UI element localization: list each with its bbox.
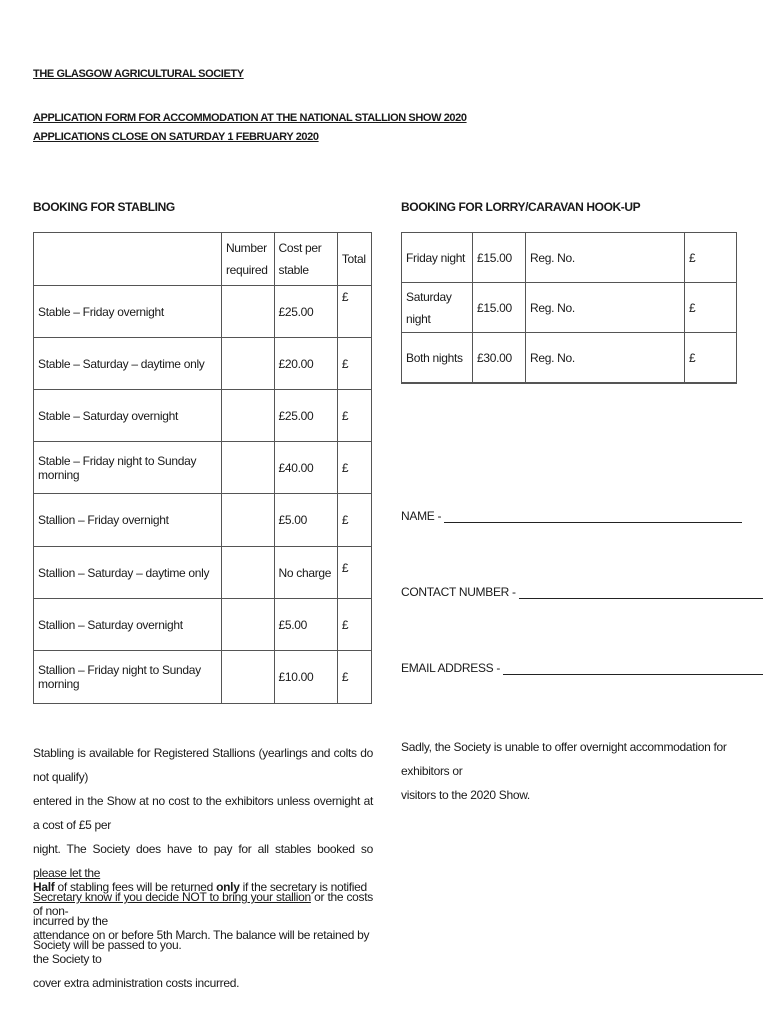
lorry-row-label-line1: Both nights bbox=[406, 350, 463, 365]
lorry-row-price: £15.00 bbox=[473, 283, 526, 333]
closing-date: APPLICATIONS CLOSE ON SATURDAY 1 FEBRUARY 2020 bbox=[33, 131, 319, 143]
stabling-note-text: or the costs incurred by the bbox=[33, 890, 373, 928]
stabling-row-label: Stable – Saturday – daytime only bbox=[34, 338, 222, 390]
lorry-heading: BOOKING FOR LORRY/CARAVAN HOOK-UP bbox=[401, 200, 641, 214]
refund-note-bold: only bbox=[216, 880, 240, 894]
form-title: APPLICATION FORM FOR ACCOMMODATION AT THE NATIONAL STALLION SHOW 2020 bbox=[33, 112, 467, 124]
stabling-row-total[interactable]: £ bbox=[337, 547, 371, 599]
stabling-row bbox=[34, 547, 372, 599]
stabling-row-label: Stallion – Friday overnight bbox=[34, 494, 222, 547]
lorry-row-total[interactable]: £ bbox=[685, 283, 737, 333]
refund-note-text: if the secretary is notified of non- bbox=[33, 880, 367, 918]
stabling-row-label: Stallion – Friday night to Sunday morning bbox=[34, 651, 222, 704]
stabling-row-label: Stable – Saturday overnight bbox=[34, 390, 222, 442]
lorry-row bbox=[402, 233, 737, 283]
number-required-input[interactable] bbox=[221, 651, 274, 704]
stabling-row-cost: £5.00 bbox=[274, 599, 337, 651]
stabling-row-total[interactable]: £ bbox=[337, 494, 371, 547]
stabling-row-label: Stallion – Saturday overnight bbox=[34, 599, 222, 651]
stabling-row-cost: £5.00 bbox=[274, 494, 337, 547]
number-required-input[interactable] bbox=[221, 494, 274, 547]
refund-note-line bbox=[33, 875, 373, 923]
number-header-line2: required bbox=[225, 263, 268, 277]
stabling-table bbox=[33, 232, 372, 704]
stabling-note-line: entered in the Show at no cost to the exhibitors unless overnight at a cost of £5 per bbox=[33, 794, 373, 832]
number-required-input[interactable] bbox=[221, 390, 274, 442]
stabling-note-emphasis: Secretary know if you decide NOT to bring your stallion bbox=[33, 890, 311, 904]
cost-per-stable-header bbox=[274, 233, 337, 286]
stabling-row-cost: £25.00 bbox=[274, 286, 337, 338]
lorry-row-label-line1: Saturday bbox=[406, 289, 452, 304]
stabling-header-row bbox=[34, 233, 372, 286]
number-required-input[interactable] bbox=[221, 338, 274, 390]
number-header-line1: Number bbox=[225, 241, 267, 255]
lorry-reg-field[interactable]: Reg. No. bbox=[526, 333, 685, 384]
stabling-row-total[interactable]: £ bbox=[337, 442, 371, 494]
stabling-row-cost: £40.00 bbox=[274, 442, 337, 494]
stabling-note-emphasis: please let the bbox=[33, 866, 101, 880]
lorry-row-price: £15.00 bbox=[473, 233, 526, 283]
stabling-row-label: Stable – Friday overnight bbox=[34, 286, 222, 338]
stabling-row-total[interactable]: £ bbox=[337, 599, 371, 651]
stabling-row-total[interactable]: £ bbox=[337, 390, 371, 442]
stabling-note-text: night. The Society does have to pay for all stables booked so bbox=[33, 842, 373, 856]
number-required-input[interactable] bbox=[221, 547, 274, 599]
lorry-reg-field[interactable]: Reg. No. bbox=[526, 233, 685, 283]
stabling-row-cost: £10.00 bbox=[274, 651, 337, 704]
refund-note-text: of stabling fees will be returned bbox=[54, 880, 217, 894]
email-input-line[interactable] bbox=[503, 662, 763, 675]
email-field[interactable] bbox=[401, 661, 763, 675]
lorry-row-label-line2: night bbox=[406, 311, 431, 326]
stabling-note-line: Stabling is available for Registered Stallions (yearlings and colts do not qualify) bbox=[33, 746, 373, 784]
refund-note-line: cover extra administration costs incurred. bbox=[33, 976, 240, 990]
lorry-row-label bbox=[402, 333, 473, 384]
lorry-row-total[interactable]: £ bbox=[685, 233, 737, 283]
stabling-row bbox=[34, 390, 372, 442]
lorry-reg-field[interactable]: Reg. No. bbox=[526, 283, 685, 333]
number-required-input[interactable] bbox=[221, 286, 274, 338]
stabling-row-label: Stable – Friday night to Sunday morning bbox=[34, 442, 222, 494]
stabling-row-total[interactable]: £ bbox=[337, 338, 371, 390]
stabling-row bbox=[34, 494, 372, 547]
stabling-row-label: Stallion – Saturday – daytime only bbox=[34, 547, 222, 599]
stabling-row bbox=[34, 338, 372, 390]
cost-header-line1: Cost per bbox=[278, 241, 322, 255]
lorry-row bbox=[402, 333, 737, 384]
stabling-row-total[interactable]: £ bbox=[337, 651, 371, 704]
lorry-row-label-line1: Friday night bbox=[406, 250, 466, 265]
stabling-row bbox=[34, 442, 372, 494]
number-required-input[interactable] bbox=[221, 442, 274, 494]
society-name: THE GLASGOW AGRICULTURAL SOCIETY bbox=[33, 68, 244, 80]
lorry-row-total[interactable]: £ bbox=[685, 333, 737, 384]
email-label: EMAIL ADDRESS - bbox=[401, 661, 501, 675]
stabling-row bbox=[34, 599, 372, 651]
lorry-table bbox=[401, 232, 737, 384]
stabling-row-cost: £25.00 bbox=[274, 390, 337, 442]
lorry-row-label bbox=[402, 283, 473, 333]
stabling-row bbox=[34, 286, 372, 338]
stabling-heading: BOOKING FOR STABLING bbox=[33, 200, 175, 214]
contact-number-label: CONTACT NUMBER - bbox=[401, 585, 516, 599]
total-header: Total bbox=[337, 233, 371, 286]
name-field[interactable] bbox=[401, 509, 742, 523]
stabling-row-cost: £20.00 bbox=[274, 338, 337, 390]
refund-note bbox=[33, 875, 373, 995]
name-label: NAME - bbox=[401, 509, 442, 523]
stabling-header-blank bbox=[34, 233, 222, 286]
number-required-header bbox=[221, 233, 274, 286]
stabling-row-total[interactable]: £ bbox=[337, 286, 371, 338]
overnight-note-line: visitors to the 2020 Show. bbox=[401, 788, 530, 802]
refund-note-bold: Half bbox=[33, 880, 55, 894]
contact-number-input-line[interactable] bbox=[519, 586, 763, 599]
number-required-input[interactable] bbox=[221, 599, 274, 651]
overnight-note-line: Sadly, the Society is unable to offer overnight accommodation for exhibitors or bbox=[401, 740, 727, 778]
contact-number-field[interactable] bbox=[401, 585, 763, 599]
overnight-note bbox=[401, 735, 741, 807]
refund-note-line: attendance on or before 5th March. The balance will be retained by the Society to bbox=[33, 928, 370, 966]
stabling-row bbox=[34, 651, 372, 704]
lorry-row-price: £30.00 bbox=[473, 333, 526, 384]
lorry-row bbox=[402, 283, 737, 333]
lorry-row-label bbox=[402, 233, 473, 283]
stabling-note-line: Society will be passed to you. bbox=[33, 938, 182, 952]
stabling-row-cost: No charge bbox=[274, 547, 337, 599]
name-input-line[interactable] bbox=[444, 510, 742, 523]
cost-header-line2: stable bbox=[278, 263, 309, 277]
